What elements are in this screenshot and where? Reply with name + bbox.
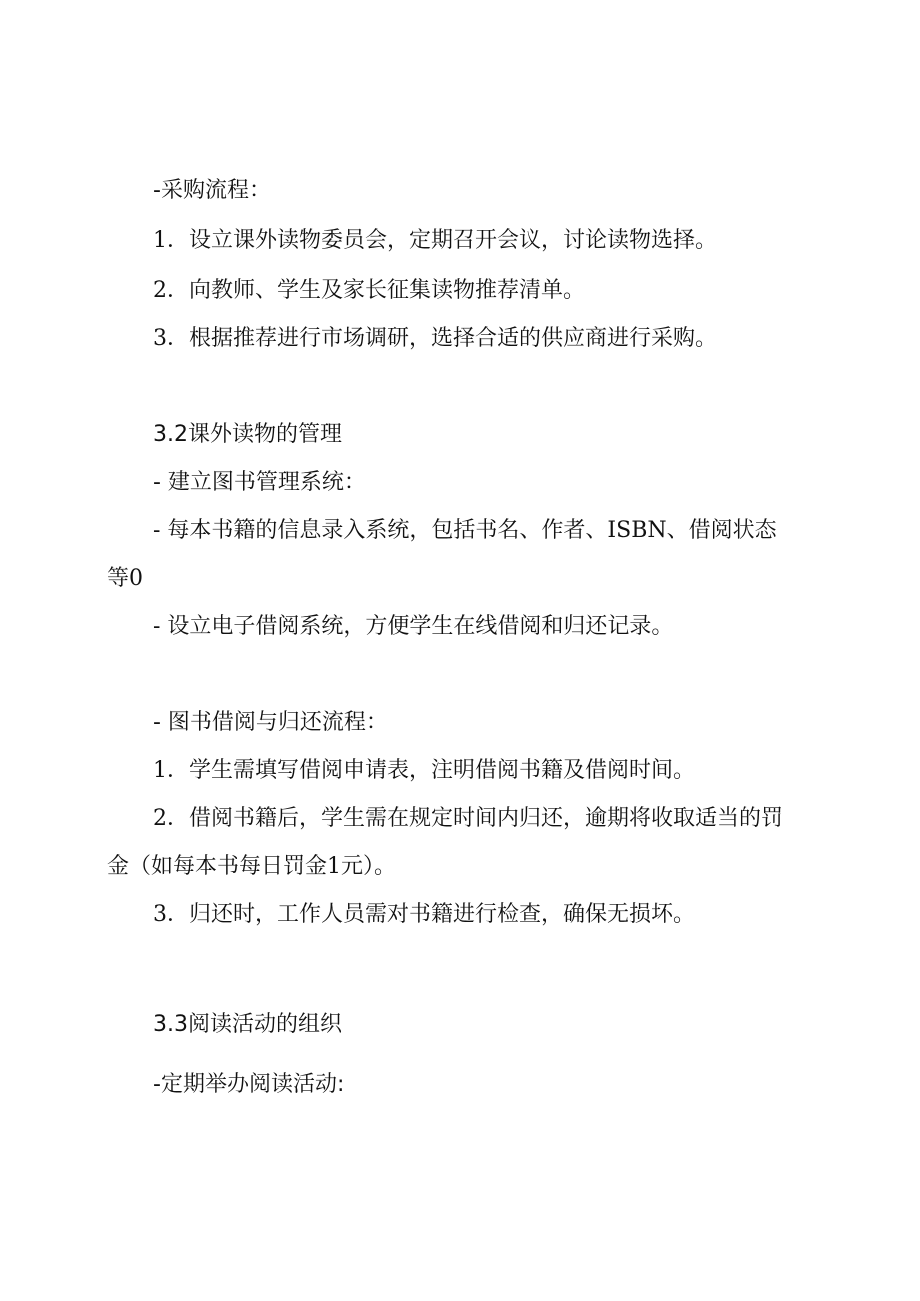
library-system-item-2: - 设立电子借阅系统，方便学生在线借阅和归还记录。 [153,614,674,639]
borrow-step-2-continued: 金（如每本书每日罚金1元）。 [107,854,396,879]
library-system-item-1: - 每本书籍的信息录入系统，包括书名、作者、ISBN、借阅状态 [153,518,777,543]
library-system-item-1-continued: 等0 [107,566,143,591]
borrow-step-2: 2．借阅书籍后，学生需在规定时间内归还，逾期将收取适当的罚 [153,806,783,831]
borrow-step-3: 3．归还时，工作人员需对书籍进行检查，确保无损坏。 [153,902,695,927]
borrow-step-1: 1．学生需填写借阅申请表，注明借阅书籍及借阅时间。 [153,758,695,783]
section-3-2-heading: 3.2课外读物的管理 [153,422,342,447]
procurement-process-heading: -采购流程： [153,178,271,203]
borrow-return-heading: - 图书借阅与归还流程： [153,710,388,735]
library-system-heading: - 建立图书管理系统： [153,470,366,495]
section-3-3-heading: 3.3阅读活动的组织 [153,1012,342,1037]
procurement-step-1: 1．设立课外读物委员会，定期召开会议，讨论读物选择。 [153,228,717,253]
regular-reading-activities-heading: -定期举办阅读活动: [153,1072,345,1097]
procurement-step-3: 3．根据推荐进行市场调研，选择合适的供应商进行采购。 [153,326,717,351]
procurement-step-2: 2．向教师、学生及家长征集读物推荐清单。 [153,278,585,303]
